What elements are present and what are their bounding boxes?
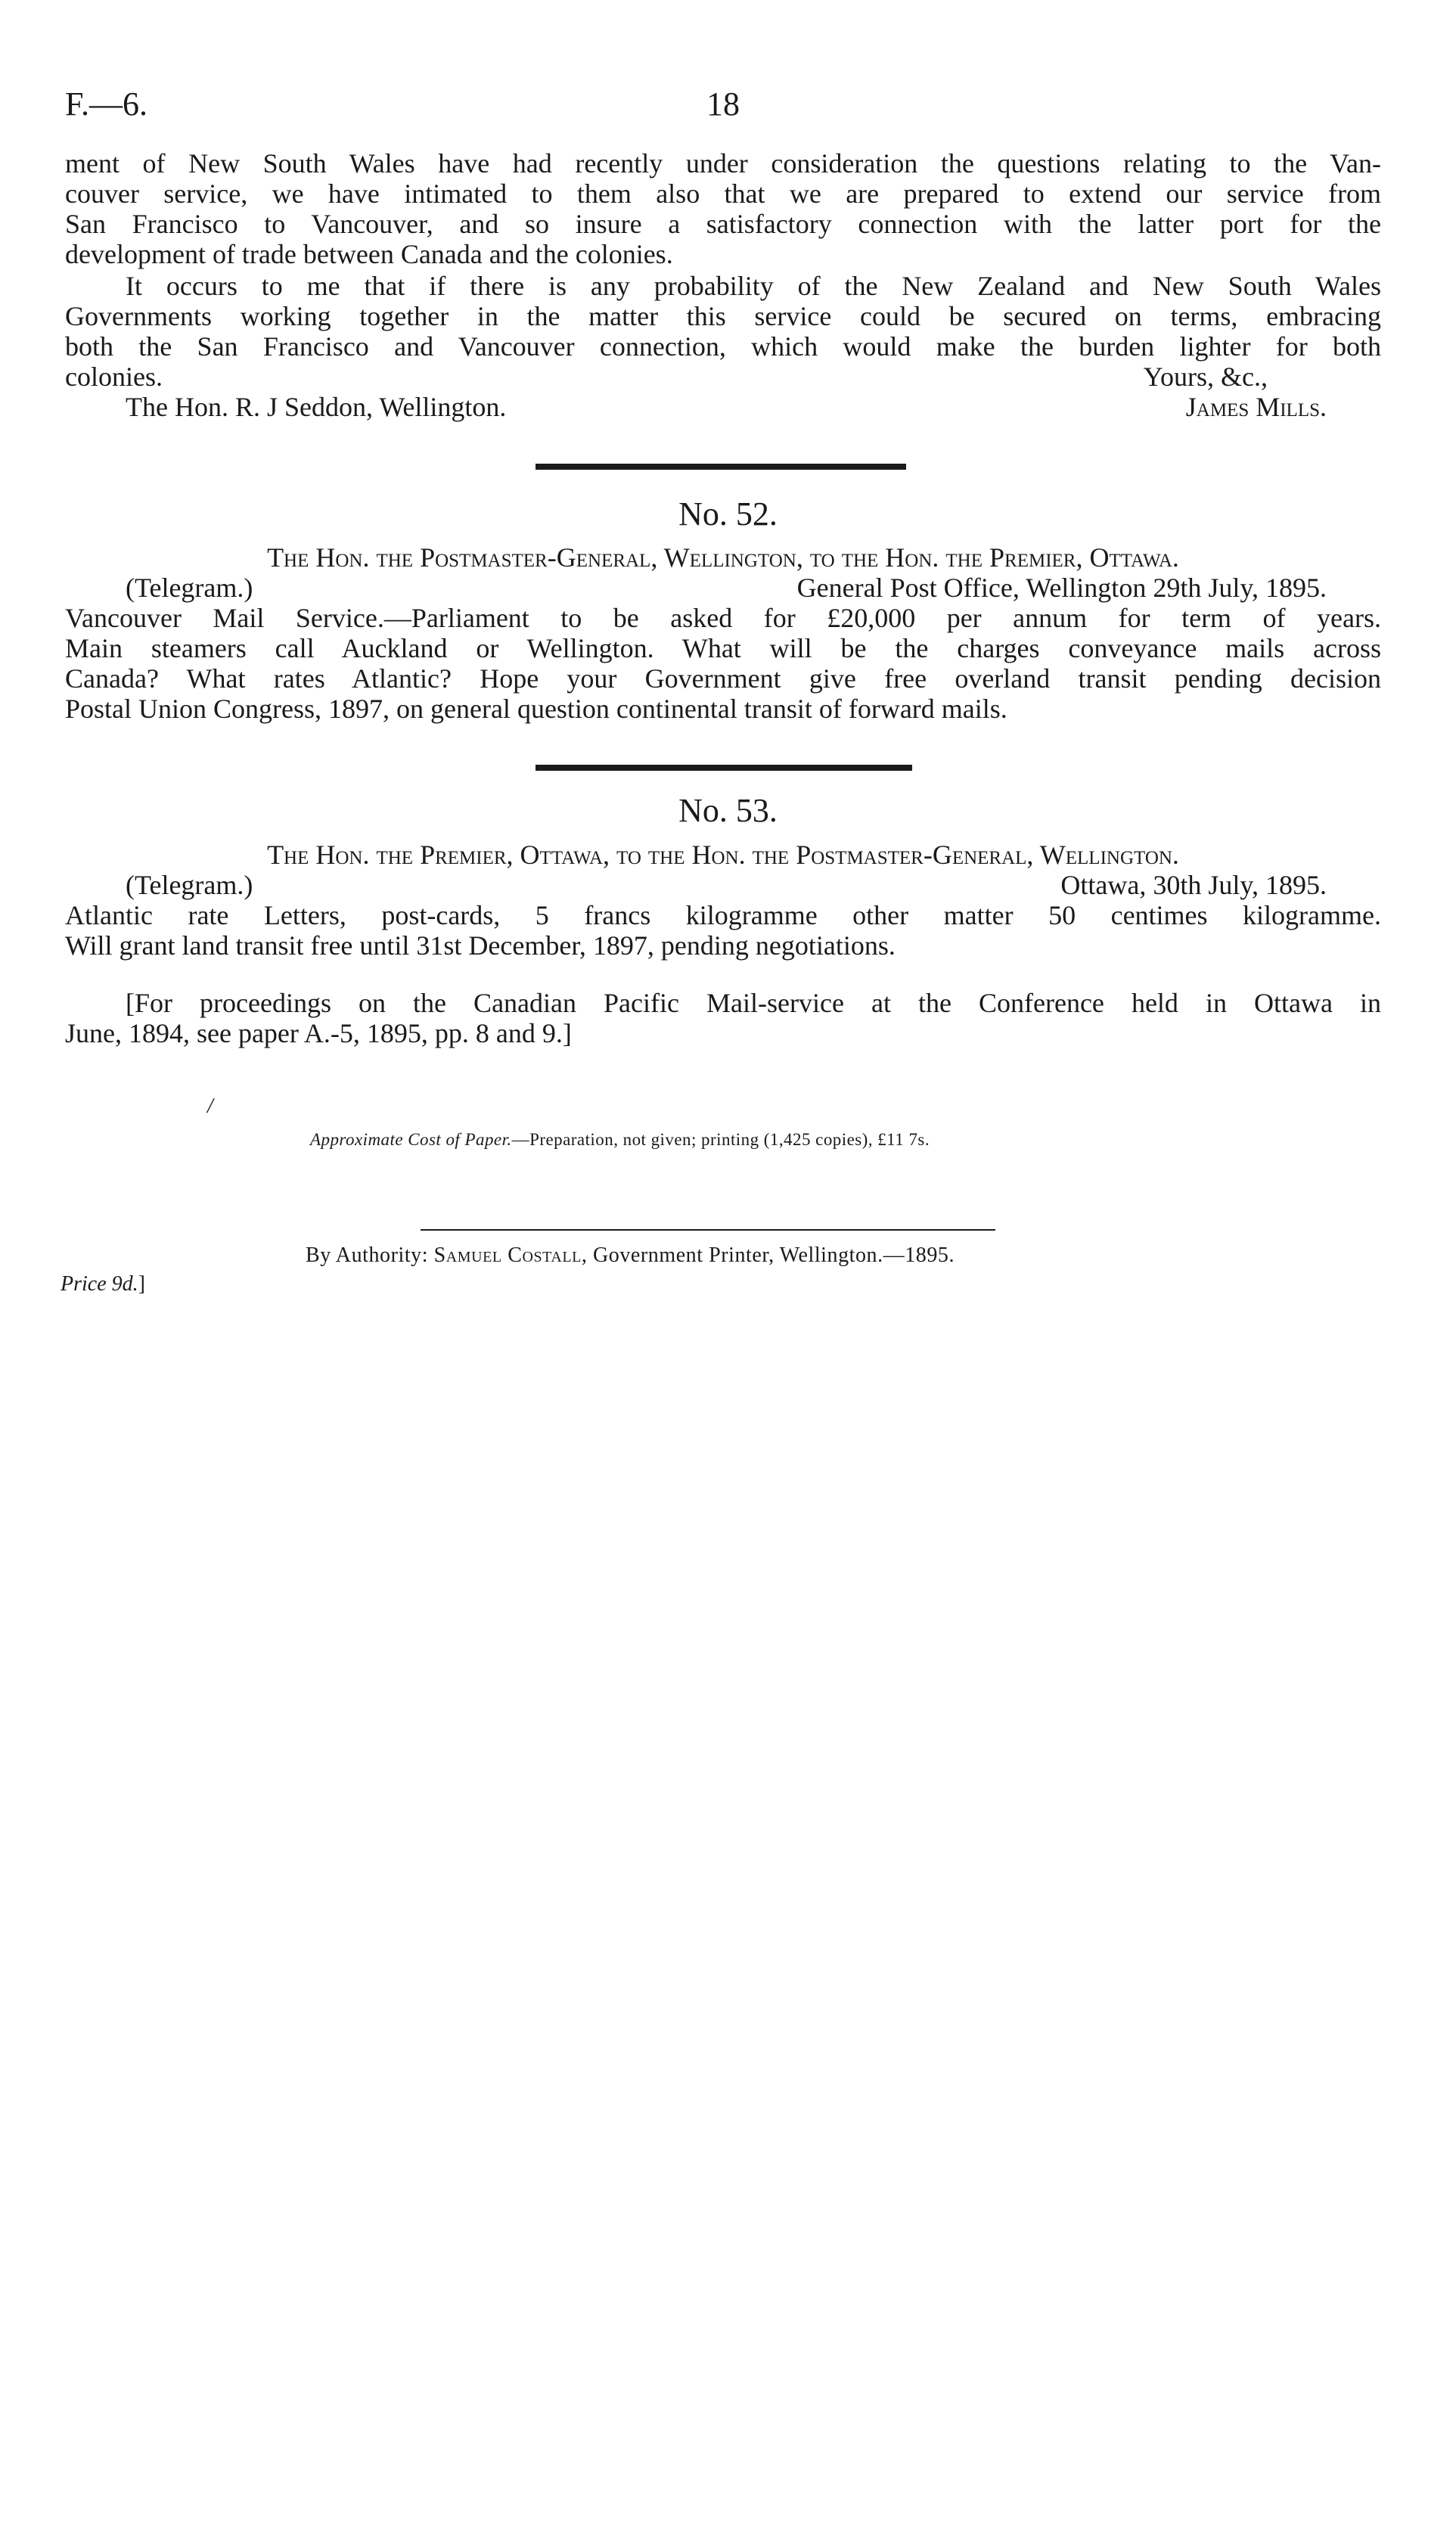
section-divider (536, 765, 912, 771)
price (61, 1272, 145, 1296)
closing-left: colonies. (65, 362, 163, 392)
cost-text: —Preparation, not given; printing (1,425 copies), £11 7s. (511, 1130, 930, 1149)
cost-of-paper (310, 1130, 930, 1150)
addressee: The Hon. R. J Seddon, Wellington. (126, 392, 507, 422)
dateline: General Post Office, Wellington 29th July, 1895. (796, 573, 1327, 603)
telegram-label: (Telegram.) (126, 573, 253, 603)
section-divider (536, 464, 906, 470)
letter-para1-line3: San Francisco to Vancouver, and so insure a satisfactory connection with the latter port for the (65, 209, 1381, 239)
signature: James Mills. (1185, 392, 1327, 422)
letter-para2-line2: Governments working together in the matter this service could be secured on terms, embracing (65, 301, 1381, 331)
price-bracket: ] (138, 1272, 145, 1296)
price-label: Price 9d. (61, 1272, 138, 1296)
telegram-52-line2: Main steamers call Auckland or Wellington. What will be the charges conveyance mails across (65, 633, 1381, 663)
authority-prefix: By Authority: (306, 1244, 429, 1267)
telegram-52-line4: Postal Union Congress, 1897, on general question continental transit of forward mails. (65, 694, 1007, 724)
note-line1: [For proceedings on the Canadian Pacific Mail-service at the Conference held in Ottawa in (126, 988, 1381, 1018)
authority-printer: Samuel Costall (433, 1244, 582, 1267)
letter-para1-line1: ment of New South Wales have had recently under consideration the questions relating to the Van- (65, 148, 1381, 179)
authority-suffix: , Government Printer, Wellington.—1895. (581, 1244, 955, 1267)
telegram-route-52: The Hon. the Postmaster-General, Wellington, to the Hon. the Premier, Ottawa. (267, 542, 1179, 573)
stray-mark: / (207, 1094, 213, 1118)
page-number: 18 (706, 85, 740, 123)
section-heading-53: No. 53. (678, 792, 778, 829)
footer-divider (421, 1229, 995, 1231)
letter-para1-line4: development of trade between Canada and the colonies. (65, 239, 673, 269)
section-heading-52: No. 52. (678, 495, 778, 532)
telegram-label: (Telegram.) (126, 870, 253, 900)
letter-para2-line1: It occurs to me that if there is any probability of the New Zealand and New South Wales (126, 271, 1381, 301)
telegram-52-line3: Canada? What rates Atlantic? Hope your Government give free overland transit pending decision (65, 663, 1381, 694)
dateline: Ottawa, 30th July, 1895. (1060, 870, 1327, 900)
document-reference: F.—6. (65, 85, 147, 123)
closing-right: Yours, &c., (1143, 362, 1268, 392)
telegram-53-line2: Will grant land transit free until 31st December, 1897, pending negotiations. (65, 930, 896, 961)
telegram-53-line1: Atlantic rate Letters, post-cards, 5 francs kilogramme other matter 50 centimes kilogramme. (65, 900, 1381, 930)
cost-label: Approximate Cost of Paper. (310, 1130, 512, 1149)
printer-authority (306, 1244, 955, 1268)
telegram-route-53: The Hon. the Premier, Ottawa, to the Hon. the Postmaster-General, Wellington. (267, 840, 1179, 870)
letter-para2-line3: both the San Francisco and Vancouver connection, which would make the burden lighter for both (65, 331, 1381, 362)
telegram-52-line1: Vancouver Mail Service.—Parliament to be asked for £20,000 per annum for term of years. (65, 603, 1381, 633)
letter-para1-line2: couver service, we have intimated to them also that we are prepared to extend our service from (65, 179, 1381, 209)
note-line2: June, 1894, see paper A.-5, 1895, pp. 8 and 9.] (65, 1018, 572, 1048)
